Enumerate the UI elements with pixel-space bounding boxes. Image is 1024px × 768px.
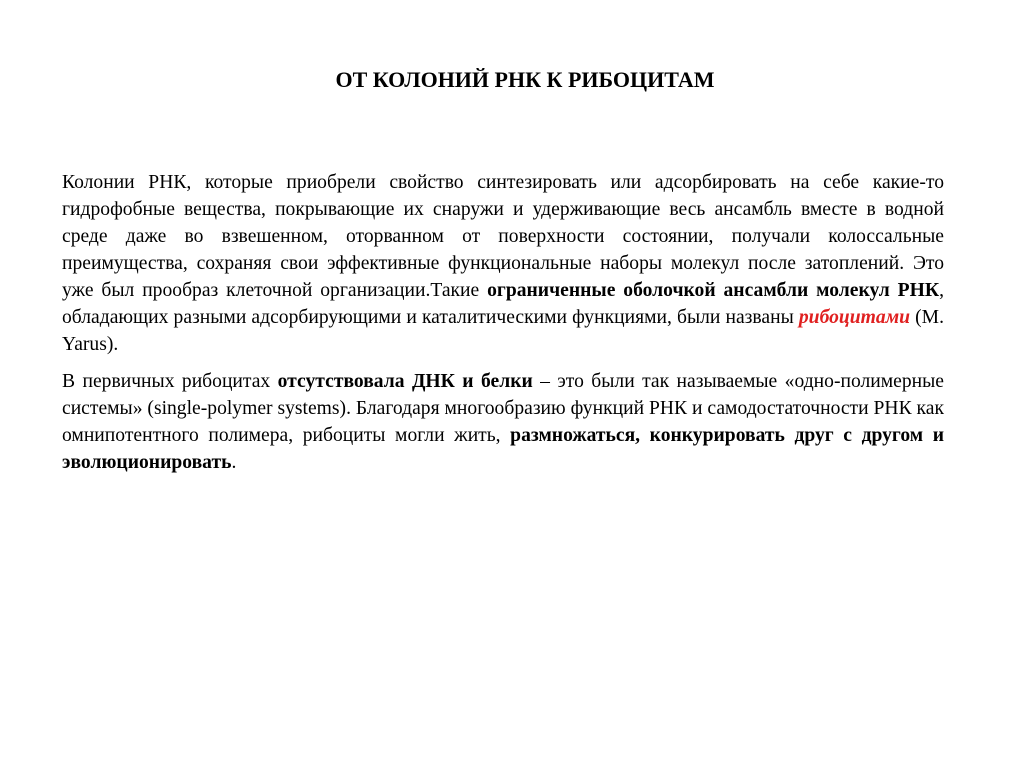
p1-bold-1: ограниченные оболочкой ансамбли молекул РНК [487,280,940,301]
p2-text-2: – это были так называемые «одно-полимерные системы» (single-polymer systems). Благодаря многообразию функций РНК и самодостаточности РНК как омнипотентного полимера, рибоциты могли жить, [62,371,944,446]
p1-text-1: Колонии РНК, которые приобрели свойство синтезировать или адсорбировать на себе какие-то гидрофобные вещества, покрывающие их снаружи и удерживающие весь ансамбль вместе в водной среде даже во взвешенном, оторванном от поверхности состоянии, получали колоссальные преимущества, сохраняя свои эффективные функциональные наборы молекул после затоплений. Это уже был прообраз клеточной организации.Такие [62,172,944,301]
slide-title: ОТ КОЛОНИЙ РНК К РИБОЦИТАМ [335,67,715,92]
p2-text-1: В первичных рибоцитах [62,371,278,392]
slide-body [62,169,944,476]
p2-bold-1: отсутствовала ДНК и белки [277,371,533,392]
p1-highlight-ribocytes: рибоцитами [798,307,911,328]
paragraph-1 [62,169,944,358]
p2-text-3: . [231,452,237,473]
p1-text-3: (M. Yarus). [62,307,945,355]
p1-text-2: , обладающих разными адсорбирующими и каталитическими функциями, были названы [62,280,944,328]
paragraph-2 [62,368,944,476]
p2-bold-2: размножаться, конкурировать друг с другом и эволюционировать [62,425,944,473]
